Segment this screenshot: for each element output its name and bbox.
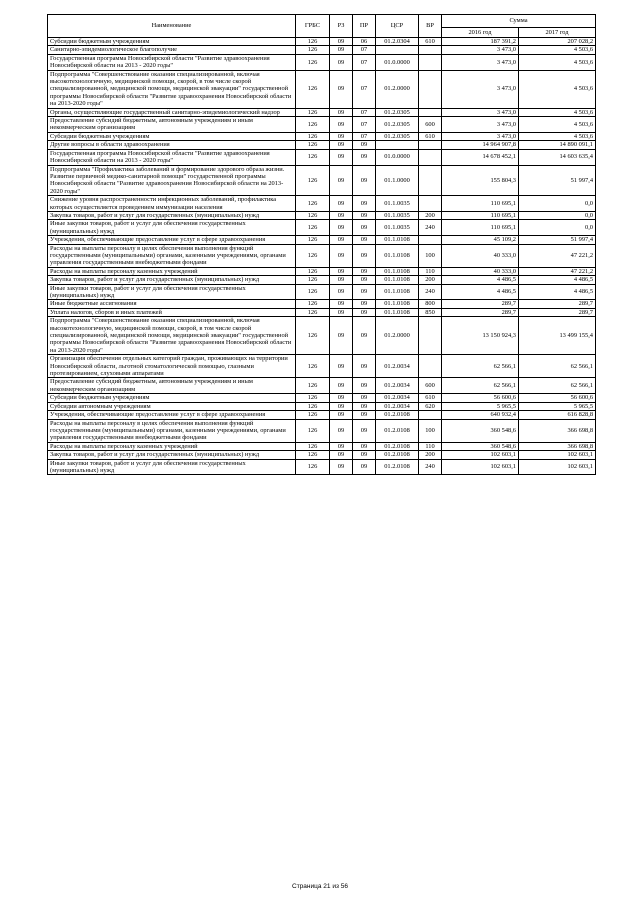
cell-rz: 09	[330, 451, 353, 459]
cell-name: Государственная программа Новосибирской области "Развитие здравоохранения Новосибирской области на 2013 - 2020 годы"	[48, 54, 296, 70]
cell-rz: 09	[330, 70, 353, 108]
cell-pr: 09	[353, 411, 376, 419]
cell-name: Иные закупки товаров, работ и услуг для обеспечения государственных (муниципальных) нужд	[48, 220, 296, 236]
cell-grbs: 126	[296, 196, 330, 212]
cell-name: Субсидии бюджетным учреждениям	[48, 132, 296, 140]
cell-grbs: 126	[296, 394, 330, 402]
cell-name: Субсидии автономным учреждениям	[48, 402, 296, 410]
cell-grbs: 126	[296, 459, 330, 475]
cell-rz: 09	[330, 442, 353, 450]
cell-rz: 09	[330, 459, 353, 475]
table-row	[48, 149, 596, 165]
cell-sum-2017: 0,0	[519, 220, 596, 236]
cell-rz: 09	[330, 411, 353, 419]
table-row	[48, 236, 596, 244]
cell-sum-2017: 14 603 635,4	[519, 149, 596, 165]
cell-sum-2016: 102 603,1	[442, 451, 519, 459]
cell-rz: 09	[330, 211, 353, 219]
cell-pr: 09	[353, 220, 376, 236]
cell-vr: 600	[419, 378, 442, 394]
cell-rz: 09	[330, 220, 353, 236]
cell-grbs: 126	[296, 300, 330, 308]
cell-vr: 200	[419, 451, 442, 459]
cell-vr: 610	[419, 394, 442, 402]
table-row	[48, 394, 596, 402]
cell-sum-2016: 56 600,6	[442, 394, 519, 402]
cell-sum-2016: 4 486,5	[442, 284, 519, 300]
cell-csr: 01.1.0108	[376, 276, 419, 284]
table-row	[48, 300, 596, 308]
cell-csr	[376, 46, 419, 54]
cell-sum-2017: 102 603,1	[519, 451, 596, 459]
cell-name: Расходы на выплаты персоналу в целях обеспечения выполнения функций государственными (муниципальными) органами, казенными учреждениями, органами управления государственными внебюджетными фондами	[48, 244, 296, 267]
cell-sum-2016: 640 932,4	[442, 411, 519, 419]
cell-sum-2017: 4 503,6	[519, 132, 596, 140]
cell-rz: 09	[330, 46, 353, 54]
cell-sum-2017: 4 503,6	[519, 54, 596, 70]
table-row	[48, 165, 596, 196]
cell-name: Закупка товаров, работ и услуг для государственных (муниципальных) нужд	[48, 276, 296, 284]
cell-grbs: 126	[296, 451, 330, 459]
cell-grbs: 126	[296, 284, 330, 300]
cell-csr: 01.2.0108	[376, 459, 419, 475]
cell-name: Иные бюджетные ассигнования	[48, 300, 296, 308]
cell-grbs: 126	[296, 267, 330, 275]
cell-name: Расходы на выплаты персоналу казенных учреждений	[48, 442, 296, 450]
cell-grbs: 126	[296, 419, 330, 442]
cell-csr: 01.2.0108	[376, 419, 419, 442]
cell-sum-2017: 4 486,5	[519, 276, 596, 284]
cell-grbs: 126	[296, 378, 330, 394]
cell-sum-2016: 3 473,0	[442, 46, 519, 54]
cell-grbs: 126	[296, 38, 330, 46]
table-row	[48, 141, 596, 149]
cell-sum-2016: 3 473,0	[442, 132, 519, 140]
cell-pr: 09	[353, 317, 376, 355]
cell-sum-2017: 47 221,2	[519, 267, 596, 275]
cell-sum-2016: 102 603,1	[442, 459, 519, 475]
cell-name: Другие вопросы в области здравоохранения	[48, 141, 296, 149]
cell-rz: 09	[330, 149, 353, 165]
cell-sum-2016: 187 391,2	[442, 38, 519, 46]
cell-sum-2016: 40 333,0	[442, 244, 519, 267]
cell-vr	[419, 70, 442, 108]
cell-rz: 09	[330, 419, 353, 442]
cell-pr: 09	[353, 236, 376, 244]
cell-sum-2016: 3 473,0	[442, 108, 519, 116]
cell-sum-2016: 110 695,1	[442, 220, 519, 236]
cell-pr: 09	[353, 141, 376, 149]
cell-vr	[419, 236, 442, 244]
cell-pr: 09	[353, 196, 376, 212]
cell-csr: 01.2.0305	[376, 108, 419, 116]
header-grbs: ГРБС	[296, 15, 330, 38]
table-row	[48, 46, 596, 54]
cell-csr: 01.2.0034	[376, 378, 419, 394]
cell-grbs: 126	[296, 411, 330, 419]
cell-vr: 240	[419, 284, 442, 300]
cell-pr: 09	[353, 244, 376, 267]
cell-rz: 09	[330, 378, 353, 394]
table-row	[48, 211, 596, 219]
table-row	[48, 117, 596, 133]
cell-pr: 07	[353, 46, 376, 54]
cell-sum-2017: 4 503,6	[519, 108, 596, 116]
cell-sum-2017: 62 566,1	[519, 378, 596, 394]
cell-vr	[419, 411, 442, 419]
cell-name: Учреждения, обеспечивающие предоставление услуг в сфере здравоохранения	[48, 411, 296, 419]
cell-grbs: 126	[296, 276, 330, 284]
cell-csr: 01.1.0108	[376, 244, 419, 267]
cell-grbs: 126	[296, 442, 330, 450]
cell-sum-2016: 289,7	[442, 300, 519, 308]
cell-csr: 01.1.0035	[376, 220, 419, 236]
table-row	[48, 276, 596, 284]
cell-rz: 09	[330, 267, 353, 275]
cell-sum-2017: 289,7	[519, 300, 596, 308]
cell-vr: 610	[419, 132, 442, 140]
cell-sum-2016: 62 566,1	[442, 378, 519, 394]
table-row	[48, 378, 596, 394]
cell-name: Иные закупки товаров, работ и услуг для обеспечения государственных (муниципальных) нужд	[48, 284, 296, 300]
cell-sum-2016: 45 109,2	[442, 236, 519, 244]
table-row	[48, 267, 596, 275]
cell-rz: 09	[330, 236, 353, 244]
cell-grbs: 126	[296, 117, 330, 133]
cell-csr: 01.1.0108	[376, 308, 419, 316]
cell-sum-2016: 360 548,6	[442, 419, 519, 442]
table-row	[48, 284, 596, 300]
cell-name: Субсидии бюджетным учреждениям	[48, 38, 296, 46]
cell-sum-2017: 51 997,4	[519, 236, 596, 244]
header-vr: ВР	[419, 15, 442, 38]
cell-name: Уплата налогов, сборов и иных платежей	[48, 308, 296, 316]
cell-csr: 01.1.0035	[376, 211, 419, 219]
page-number: Страница 21 из 56	[292, 883, 348, 890]
cell-vr	[419, 54, 442, 70]
cell-sum-2016: 289,7	[442, 308, 519, 316]
cell-vr	[419, 196, 442, 212]
cell-pr: 09	[353, 284, 376, 300]
header-name: Наименование	[48, 15, 296, 38]
cell-sum-2017: 366 698,8	[519, 442, 596, 450]
cell-pr: 09	[353, 451, 376, 459]
table-row	[48, 411, 596, 419]
cell-csr: 01.2.0000	[376, 70, 419, 108]
cell-csr: 01.2.0034	[376, 394, 419, 402]
table-row	[48, 196, 596, 212]
table-row	[48, 459, 596, 475]
cell-csr: 01.0.0000	[376, 149, 419, 165]
cell-grbs: 126	[296, 165, 330, 196]
header-csr: ЦСР	[376, 15, 419, 38]
cell-csr: 01.1.0108	[376, 300, 419, 308]
cell-rz: 09	[330, 308, 353, 316]
cell-rz: 09	[330, 141, 353, 149]
cell-csr: 01.2.0034	[376, 355, 419, 378]
cell-rz: 09	[330, 402, 353, 410]
header-2016: 2016 год	[442, 28, 519, 38]
cell-csr	[376, 141, 419, 149]
cell-pr: 09	[353, 459, 376, 475]
cell-sum-2016: 13 150 924,3	[442, 317, 519, 355]
cell-name: Закупка товаров, работ и услуг для государственных (муниципальных) нужд	[48, 451, 296, 459]
cell-vr: 240	[419, 459, 442, 475]
header-row	[48, 15, 596, 28]
cell-rz: 09	[330, 132, 353, 140]
cell-sum-2017: 5 965,5	[519, 402, 596, 410]
cell-vr: 610	[419, 38, 442, 46]
cell-name: Субсидии бюджетным учреждениям	[48, 394, 296, 402]
cell-grbs: 126	[296, 54, 330, 70]
cell-pr: 09	[353, 276, 376, 284]
cell-csr: 01.2.0108	[376, 451, 419, 459]
table-row	[48, 451, 596, 459]
cell-sum-2016: 62 566,1	[442, 355, 519, 378]
table-row	[48, 244, 596, 267]
cell-sum-2017: 47 221,2	[519, 244, 596, 267]
cell-name: Подпрограмма "Профилактика заболеваний и формирование здорового образа жизни. Развитие первичной медико-санитарной помощи" государственной программы Новосибирской области "Развитие здравоохранения Новосибирской области на 2013-2020 годы"	[48, 165, 296, 196]
table-row	[48, 419, 596, 442]
cell-grbs: 126	[296, 211, 330, 219]
cell-pr: 09	[353, 442, 376, 450]
table-body	[48, 38, 596, 475]
cell-pr: 09	[353, 355, 376, 378]
cell-csr: 01.1.0108	[376, 284, 419, 300]
table-row	[48, 308, 596, 316]
cell-rz: 09	[330, 165, 353, 196]
cell-vr	[419, 108, 442, 116]
cell-csr: 01.2.0108	[376, 411, 419, 419]
cell-rz: 09	[330, 38, 353, 46]
cell-sum-2017: 62 566,1	[519, 355, 596, 378]
cell-pr: 09	[353, 211, 376, 219]
cell-sum-2016: 4 486,5	[442, 276, 519, 284]
cell-pr: 09	[353, 149, 376, 165]
cell-name: Санитарно-эпидемиологическое благополучие	[48, 46, 296, 54]
cell-sum-2017: 14 890 091,1	[519, 141, 596, 149]
cell-csr: 01.1.0108	[376, 267, 419, 275]
cell-name: Подпрограмма "Совершенствование оказания специализированной, включая высокотехнологичную, медицинской помощи, скорой, в том числе скорой специализированной, медицинской помощи, медицинской эвакуации" государственной программы Новосибирской области "Развитие здравоохранения Новосибирской области на 2013-2020 годы"	[48, 70, 296, 108]
cell-vr	[419, 149, 442, 165]
cell-csr: 01.1.0000	[376, 165, 419, 196]
table-row	[48, 402, 596, 410]
cell-sum-2016: 360 548,6	[442, 442, 519, 450]
cell-sum-2017: 4 503,6	[519, 117, 596, 133]
cell-rz: 09	[330, 196, 353, 212]
cell-sum-2016: 155 804,3	[442, 165, 519, 196]
cell-vr: 600	[419, 117, 442, 133]
cell-csr: 01.2.0000	[376, 317, 419, 355]
cell-name: Государственная программа Новосибирской области "Развитие здравоохранения Новосибирской области на 2013 - 2020 годы"	[48, 149, 296, 165]
cell-csr: 01.1.0035	[376, 196, 419, 212]
cell-csr: 01.2.0305	[376, 132, 419, 140]
cell-sum-2017: 56 600,6	[519, 394, 596, 402]
cell-vr: 110	[419, 442, 442, 450]
cell-sum-2016: 5 965,5	[442, 402, 519, 410]
cell-vr: 200	[419, 276, 442, 284]
table-row	[48, 220, 596, 236]
cell-grbs: 126	[296, 236, 330, 244]
cell-rz: 09	[330, 117, 353, 133]
cell-name: Органы, осуществляющие государственный санитарно-эпидемиологический надзор	[48, 108, 296, 116]
cell-name: Организация обеспечения отдельных категорий граждан, проживающих на территории Новосибирской области, льготной стоматологической помощью, глазными протезированием, слуховыми аппаратами	[48, 355, 296, 378]
cell-vr	[419, 46, 442, 54]
cell-vr: 620	[419, 402, 442, 410]
table-row	[48, 132, 596, 140]
cell-sum-2017: 51 997,4	[519, 165, 596, 196]
cell-sum-2017: 4 486,5	[519, 284, 596, 300]
cell-pr: 07	[353, 132, 376, 140]
cell-sum-2017: 0,0	[519, 196, 596, 212]
cell-pr: 09	[353, 419, 376, 442]
cell-rz: 09	[330, 355, 353, 378]
cell-sum-2016: 40 333,0	[442, 267, 519, 275]
table-row	[48, 108, 596, 116]
cell-pr: 09	[353, 402, 376, 410]
cell-sum-2017: 102 603,1	[519, 459, 596, 475]
cell-sum-2017: 4 503,6	[519, 46, 596, 54]
cell-rz: 09	[330, 276, 353, 284]
cell-pr: 07	[353, 70, 376, 108]
cell-grbs: 126	[296, 141, 330, 149]
cell-pr: 09	[353, 378, 376, 394]
cell-sum-2016: 3 473,0	[442, 70, 519, 108]
cell-csr: 01.2.0305	[376, 117, 419, 133]
cell-grbs: 126	[296, 308, 330, 316]
table-row	[48, 38, 596, 46]
cell-pr: 09	[353, 308, 376, 316]
table-row	[48, 355, 596, 378]
cell-csr: 01.0.0000	[376, 54, 419, 70]
cell-pr: 09	[353, 267, 376, 275]
cell-grbs: 126	[296, 220, 330, 236]
cell-csr: 01.2.0304	[376, 38, 419, 46]
cell-sum-2016: 3 473,0	[442, 54, 519, 70]
table-row	[48, 317, 596, 355]
header-pr: ПР	[353, 15, 376, 38]
cell-sum-2016: 3 473,0	[442, 117, 519, 133]
table-row	[48, 442, 596, 450]
cell-rz: 09	[330, 108, 353, 116]
cell-pr: 07	[353, 117, 376, 133]
cell-name: Расходы на выплаты персоналу в целях обеспечения выполнения функций государственными (муниципальными) органами, казенными учреждениями, органами управления государственными внебюджетными фондами	[48, 419, 296, 442]
cell-vr	[419, 317, 442, 355]
cell-sum-2017: 207 028,2	[519, 38, 596, 46]
cell-grbs: 126	[296, 70, 330, 108]
budget-table	[47, 14, 596, 475]
cell-vr: 110	[419, 267, 442, 275]
cell-vr	[419, 141, 442, 149]
cell-name: Расходы на выплаты персоналу казенных учреждений	[48, 267, 296, 275]
cell-rz: 09	[330, 394, 353, 402]
cell-name: Подпрограмма "Совершенствование оказания специализированной, включая высокотехнологичную, медицинской помощи, скорой, в том числе скорой специализированной, медицинской помощи, медицинской эвакуации" государственной программы Новосибирской области "Развитие здравоохранения Новосибирской области на 2013-2020 годы"	[48, 317, 296, 355]
header-rz: РЗ	[330, 15, 353, 38]
cell-csr: 01.2.0034	[376, 402, 419, 410]
cell-sum-2017: 4 503,6	[519, 70, 596, 108]
cell-grbs: 126	[296, 149, 330, 165]
cell-name: Закупка товаров, работ и услуг для государственных (муниципальных) нужд	[48, 211, 296, 219]
table-row	[48, 54, 596, 70]
cell-name: Предоставление субсидий бюджетным, автономным учреждениям и иным некоммерческим организациям	[48, 378, 296, 394]
cell-csr: 01.1.0108	[376, 236, 419, 244]
cell-pr: 09	[353, 300, 376, 308]
cell-sum-2017: 13 499 155,4	[519, 317, 596, 355]
cell-name: Снижение уровня распространенности инфекционных заболеваний, профилактика которых осуществляется проведением иммунизации населения	[48, 196, 296, 212]
cell-grbs: 126	[296, 132, 330, 140]
cell-csr: 01.2.0108	[376, 442, 419, 450]
header-sum: Сумма	[442, 15, 596, 28]
cell-sum-2016: 14 964 907,8	[442, 141, 519, 149]
cell-grbs: 126	[296, 244, 330, 267]
cell-vr: 100	[419, 244, 442, 267]
cell-sum-2016: 110 695,1	[442, 196, 519, 212]
cell-rz: 09	[330, 300, 353, 308]
cell-name: Иные закупки товаров, работ и услуг для обеспечения государственных (муниципальных) нужд	[48, 459, 296, 475]
cell-vr	[419, 165, 442, 196]
cell-pr: 06	[353, 38, 376, 46]
cell-vr: 100	[419, 419, 442, 442]
cell-sum-2017: 0,0	[519, 211, 596, 219]
cell-grbs: 126	[296, 108, 330, 116]
cell-name: Предоставление субсидий бюджетным, автономным учреждениям и иным некоммерческим организациям	[48, 117, 296, 133]
cell-sum-2017: 616 828,8	[519, 411, 596, 419]
cell-sum-2016: 110 695,1	[442, 211, 519, 219]
cell-rz: 09	[330, 317, 353, 355]
cell-vr: 850	[419, 308, 442, 316]
cell-grbs: 126	[296, 355, 330, 378]
cell-grbs: 126	[296, 402, 330, 410]
cell-grbs: 126	[296, 317, 330, 355]
cell-vr: 800	[419, 300, 442, 308]
cell-rz: 09	[330, 244, 353, 267]
cell-rz: 09	[330, 54, 353, 70]
cell-vr: 240	[419, 220, 442, 236]
cell-grbs: 126	[296, 46, 330, 54]
cell-pr: 09	[353, 394, 376, 402]
cell-rz: 09	[330, 284, 353, 300]
cell-sum-2017: 289,7	[519, 308, 596, 316]
table-row	[48, 70, 596, 108]
cell-pr: 07	[353, 108, 376, 116]
cell-sum-2016: 14 678 452,1	[442, 149, 519, 165]
header-2017: 2017 год	[519, 28, 596, 38]
cell-pr: 07	[353, 54, 376, 70]
cell-vr	[419, 355, 442, 378]
cell-pr: 09	[353, 165, 376, 196]
cell-sum-2017: 366 698,8	[519, 419, 596, 442]
cell-name: Учреждения, обеспечивающие предоставление услуг в сфере здравоохранения	[48, 236, 296, 244]
cell-vr: 200	[419, 211, 442, 219]
